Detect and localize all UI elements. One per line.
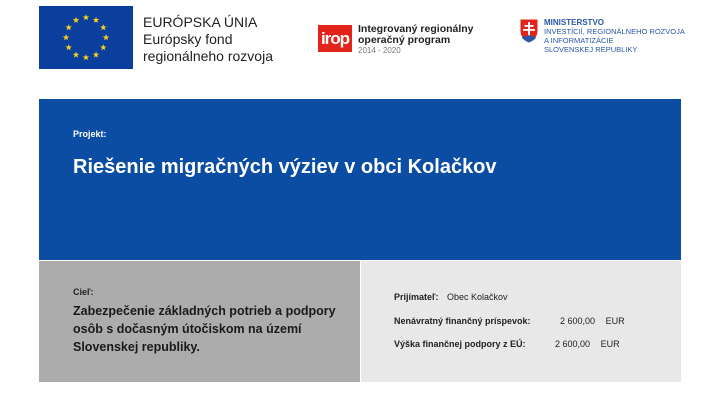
grant-currency: EUR <box>605 316 625 326</box>
project-banner <box>39 99 681 260</box>
eu-support-currency: EUR <box>600 339 620 349</box>
irop-logo-icon: irop <box>318 25 352 52</box>
grant-amount: 2 600,00 <box>560 316 596 326</box>
eu-line2: Európsky fond <box>143 31 233 47</box>
recipient-label: Prijímateľ: <box>394 292 439 302</box>
grant-row <box>394 316 625 326</box>
irop-line1: Integrovaný regionálny <box>358 23 474 35</box>
project-title: Riešenie migračných výziev v obci Kolačkov <box>73 156 497 178</box>
goal-panel <box>39 261 360 382</box>
eu-support-amount: 2 600,00 <box>555 339 591 349</box>
goal-label: Cieľ: <box>73 287 94 297</box>
recipient-row <box>394 292 508 302</box>
goal-text: Zabezpečenie základných potrieb a podpory osôb s dočasným útočiskom na území Slovenskej republiky. <box>73 304 336 354</box>
slovak-coat-of-arms-icon <box>519 18 539 44</box>
eu-line3: regionálneho rozvoja <box>143 48 273 64</box>
eu-line1: EURÓPSKA ÚNIA <box>143 14 258 30</box>
eu-support-row <box>394 339 620 349</box>
ministry-line3: A INFORMATIZÁCIE <box>544 36 614 45</box>
eu-logo-text <box>143 14 273 65</box>
irop-years: 2014 - 2020 <box>358 46 401 55</box>
eu-flag-icon <box>39 6 133 69</box>
eu-support-label: Výška finančnej podpory z EÚ: <box>394 339 526 349</box>
project-label: Projekt: <box>73 129 107 139</box>
ministry-line4: SLOVENSKEJ REPUBLIKY <box>544 45 638 54</box>
details-panel <box>361 261 681 382</box>
ministry-line1: MINISTERSTVO <box>544 18 605 27</box>
grant-label: Nenávratný finančný príspevok: <box>394 316 531 326</box>
recipient-value: Obec Kolačkov <box>447 292 508 302</box>
ministry-line2: INVESTÍCIÍ, REGIONÁLNEHO ROZVOJA <box>544 27 685 36</box>
irop-line2: operačný program <box>358 34 451 46</box>
